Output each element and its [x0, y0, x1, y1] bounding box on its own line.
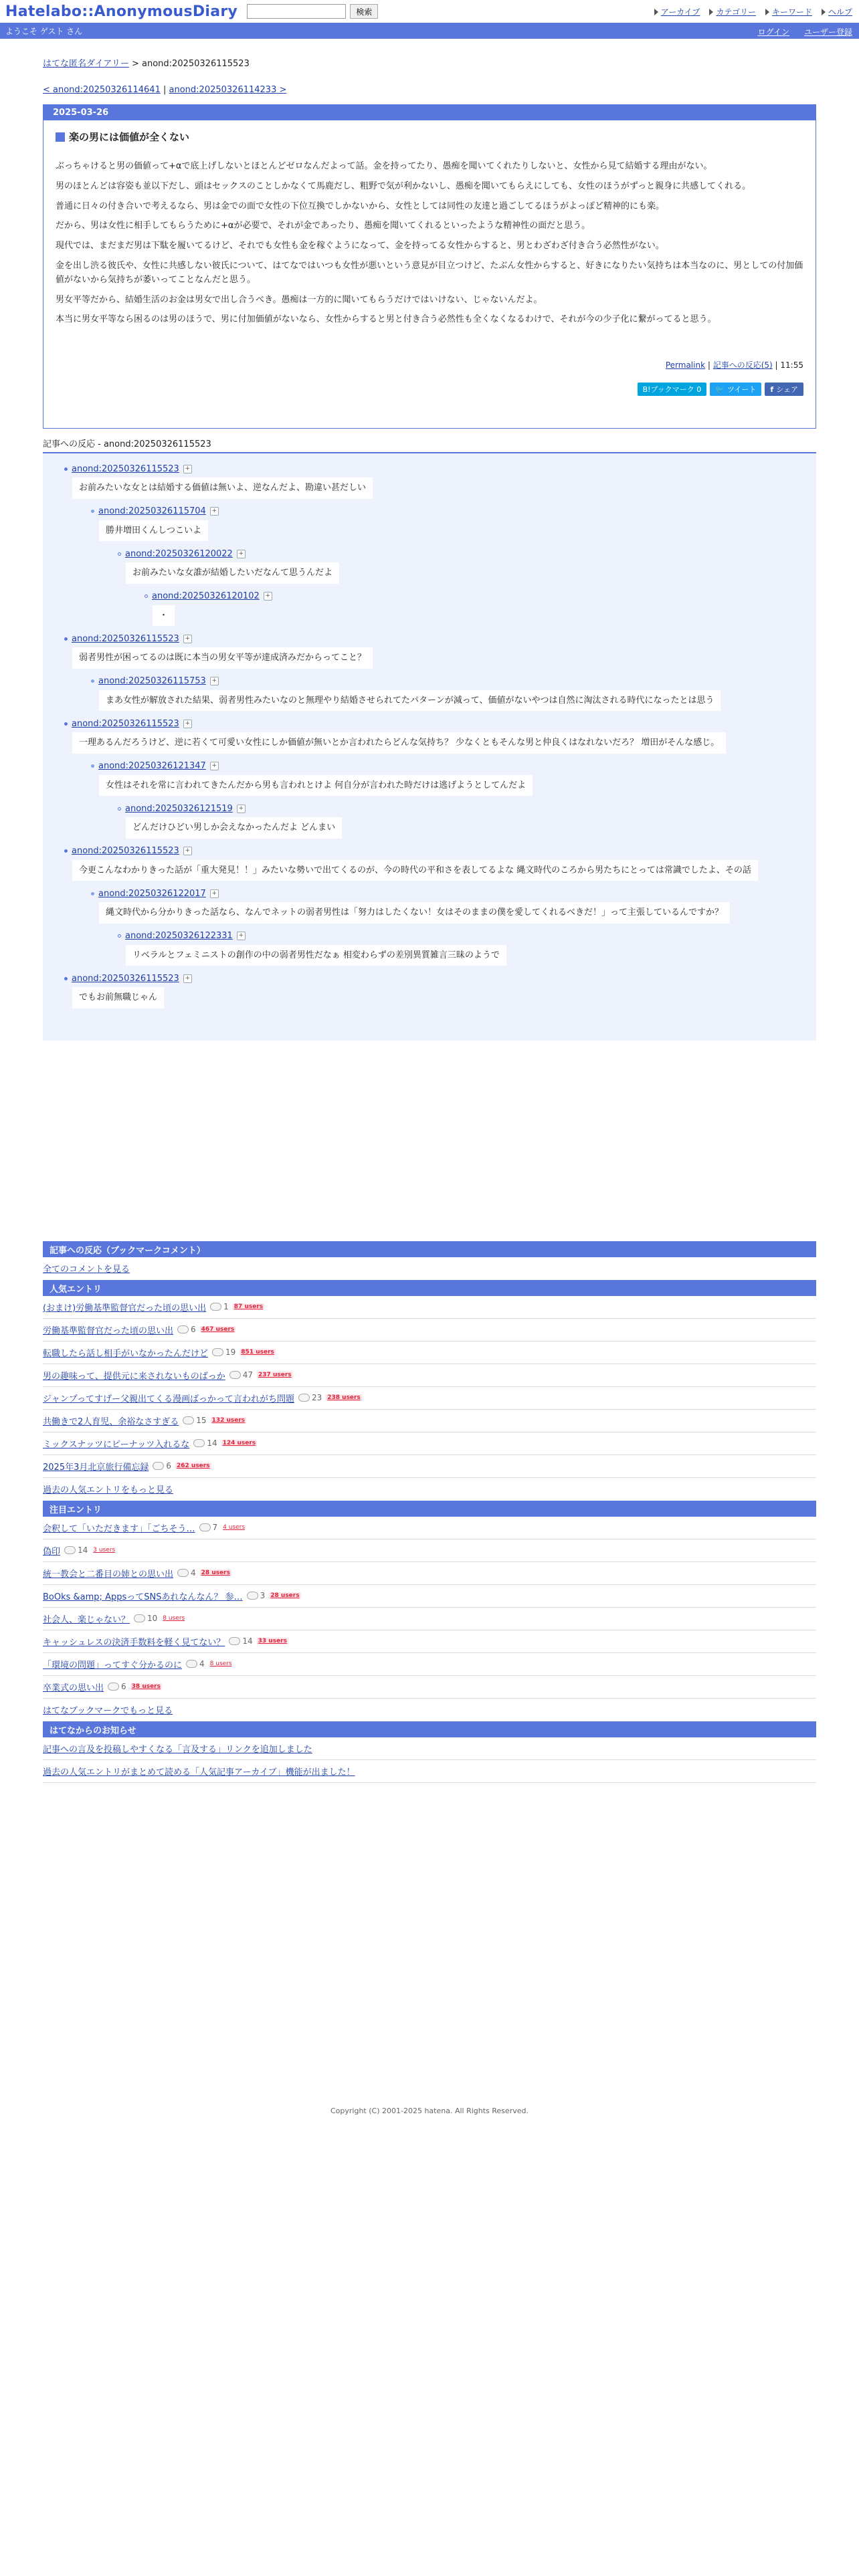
entry-paragraph: 金を出し渋る彼氏や、女性に共感しない彼氏について、はてなではいつも女性が悪いという意見が目立つけど、たぶん女性からすると、好きになりたい気持ちは本当なのに、男としての付加価値がないから気持ちが萎いってことなんだと思う。	[56, 260, 803, 285]
comment-bubble-icon	[186, 1660, 197, 1668]
top-nav	[654, 6, 852, 17]
reaction-text: お前みたいな女とは結婚する価値は無いよ、逆なんだよ、勘違い甚だしい	[72, 477, 373, 499]
entry-link[interactable]: 統一教会と二番目の姉との思い出	[43, 1569, 174, 1580]
reaction-head	[64, 844, 816, 859]
entry-row	[43, 1585, 816, 1608]
share-buttons	[56, 383, 803, 396]
comment-count-value: 23	[311, 1393, 322, 1402]
comment-count-value: 47	[242, 1370, 254, 1380]
entry-link[interactable]: 転職したら話し相手がいなかったんだけど	[43, 1348, 209, 1359]
popular-entries-header: 人気エントリ	[43, 1280, 816, 1296]
users-badge[interactable]: 262 users	[177, 1463, 210, 1469]
comment-count	[212, 1348, 235, 1357]
reaction-head	[91, 759, 816, 774]
nav-keyword-link[interactable]: キーワード	[771, 7, 812, 17]
reaction-text: 勝井増田くんしつこいよ	[99, 520, 208, 542]
footer-copyright: Copyright (C) 2001-2025 hatena. All Rights Reserved.	[330, 2107, 529, 2115]
reaction-link[interactable]: anond:20250326122017	[98, 888, 206, 899]
comment-count	[177, 1325, 196, 1334]
bullet-icon	[64, 977, 68, 980]
users-badge[interactable]: 8 users	[163, 1615, 185, 1622]
nav-item-archive[interactable]	[654, 6, 700, 17]
nav-archive-link[interactable]: アーカイブ	[660, 7, 700, 17]
reaction-node	[43, 716, 816, 759]
all-comments-link[interactable]: 全てのコメントを見る	[43, 1265, 130, 1275]
welcome-bar	[0, 23, 859, 39]
reaction-text: どんだけひどい男しか会えなかったんだよ どんまい	[126, 817, 342, 839]
comment-count	[193, 1438, 217, 1448]
comment-count-value: 7	[212, 1523, 218, 1532]
reaction-node	[43, 461, 816, 504]
entry-paragraph: 現代では、まだまだ男は下駄を履いてるけど、それでも女性も金を稼ぐようになって、金を持ってる女性からすると、男とわざわざ付き合う必然性がない。	[56, 241, 664, 251]
entry-title-text[interactable]: 楽の男には価値が全くない	[69, 131, 190, 143]
bullet-icon	[145, 595, 148, 598]
entry-row	[43, 1387, 816, 1410]
entry-link[interactable]: キャッシュレスの決済手数料を軽く見てない？	[43, 1637, 225, 1648]
breadcrumb-separator: >	[128, 59, 142, 69]
users-badge[interactable]: 33 users	[258, 1638, 287, 1644]
search-input[interactable]	[247, 4, 346, 19]
comment-count	[64, 1545, 88, 1555]
reaction-head	[145, 589, 816, 604]
breadcrumb-home-link[interactable]: はてな匿名ダイアリー	[43, 59, 129, 69]
reaction-link[interactable]: anond:20250326115523	[72, 846, 179, 856]
reaction-node	[43, 929, 816, 972]
breadcrumb-current: anond:20250326115523	[142, 59, 250, 69]
popular-more-link[interactable]: 過去の人気エントリをもっと見る	[43, 1485, 174, 1495]
comment-bubble-icon	[199, 1523, 211, 1531]
entry-title	[56, 130, 803, 144]
notable-entries-header: 注目エントリ	[43, 1501, 816, 1517]
comment-count	[183, 1416, 206, 1425]
triangle-right-icon	[654, 9, 658, 15]
comment-count	[247, 1591, 266, 1600]
comment-count	[186, 1659, 205, 1669]
reaction-head	[91, 674, 816, 689]
entry-row	[43, 1296, 816, 1319]
facebook-share-button[interactable]	[765, 383, 803, 396]
popular-more-row	[43, 1478, 816, 1501]
entry-row	[43, 1676, 816, 1699]
reaction-link[interactable]: anond:20250326120022	[125, 548, 233, 559]
reaction-head	[64, 461, 816, 476]
expand-icon[interactable]: +	[183, 847, 192, 855]
bookmark-comments-header: 記事への反応（ブックマークコメント）	[43, 1241, 816, 1257]
users-badge[interactable]: 124 users	[222, 1440, 256, 1446]
expand-icon[interactable]: +	[210, 889, 219, 898]
entry-link[interactable]: ミックスナッツにピーナッツ入れるな	[43, 1439, 190, 1450]
entry-text	[56, 160, 803, 327]
entry-paragraph: 本当に男女平等なら困るのは男のほうで、男に付加価値がないなら、女性からすると男と付き合う必然性も全くなくなるわけで、それが今の少子化に繋がってると思う。	[56, 314, 717, 325]
breadcrumb	[43, 56, 859, 69]
nav-item-keyword[interactable]	[765, 6, 812, 17]
entry-pager	[43, 85, 859, 95]
comment-count-value: 3	[260, 1591, 266, 1600]
bullet-icon	[118, 552, 121, 556]
login-link[interactable]: ログイン	[757, 27, 789, 37]
reaction-link[interactable]: anond:20250326115523	[72, 973, 179, 984]
reaction-link[interactable]: anond:20250326122331	[125, 931, 233, 941]
reaction-head	[64, 716, 816, 731]
entry-row	[43, 1653, 816, 1676]
reaction-head	[91, 886, 816, 901]
users-badge[interactable]: 237 users	[258, 1372, 292, 1378]
bullet-icon	[64, 849, 68, 853]
comment-count-value: 14	[207, 1438, 217, 1448]
entry-link[interactable]: 社会人、楽じゃない？	[43, 1614, 130, 1625]
expand-icon[interactable]: +	[183, 720, 192, 728]
reaction-node	[43, 801, 816, 844]
reaction-text: リベラルとフェミニストの創作の中の弱者男性だなぁ 相変わらずの差別異質雑言三昧のようで	[126, 945, 506, 966]
bullet-icon	[118, 807, 121, 811]
reaction-head	[118, 929, 816, 944]
main-content	[43, 39, 859, 1783]
expand-icon[interactable]: +	[210, 677, 219, 685]
bullet-icon	[91, 892, 94, 895]
entry-link[interactable]: BoOks &amp; AppsってSNSあれなんなん？ 参…	[43, 1592, 243, 1602]
triangle-right-icon	[822, 9, 826, 15]
reaction-text: 弱者男性が困ってるのは既に本当の男女平等が達成済みだからってこと？	[72, 647, 373, 669]
comment-count	[229, 1636, 252, 1646]
users-badge[interactable]: 851 users	[241, 1349, 274, 1356]
comment-count-value: 6	[166, 1461, 171, 1471]
expand-icon[interactable]: +	[237, 550, 246, 558]
news-item	[43, 1760, 816, 1783]
notable-entries-list	[43, 1517, 859, 1699]
entry-link[interactable]: 偽印	[43, 1546, 61, 1557]
news-header: はてなからのお知らせ	[43, 1721, 816, 1737]
reaction-head	[118, 546, 816, 561]
reaction-text: 今更こんなわかりきった話が「重大発見！！」みたいな勢いで出てくるのが、今の時代の平和さを表してるよな 縄文時代のころから男たちにとっては常識でしたよ、その話	[72, 860, 758, 881]
reaction-head	[64, 971, 816, 986]
entry-row	[43, 1608, 816, 1630]
entry-link[interactable]: 2025年3月北京旅行備忘録	[43, 1462, 149, 1473]
nav-category-link[interactable]: カテゴリー	[716, 7, 756, 17]
comment-bubble-icon	[108, 1683, 119, 1691]
nav-item-help[interactable]	[822, 6, 852, 17]
users-badge[interactable]: 132 users	[211, 1417, 246, 1424]
users-badge[interactable]: 238 users	[327, 1394, 361, 1401]
news-link[interactable]: 記事への言及を投稿しやすくなる「言及する」リンクを追加しました	[43, 1744, 312, 1755]
all-comments-row	[43, 1257, 816, 1280]
comment-bubble-icon	[229, 1637, 240, 1645]
comment-count	[210, 1302, 229, 1311]
comment-count-value: 19	[225, 1348, 236, 1357]
reaction-link[interactable]: anond:20250326115753	[98, 676, 206, 686]
nav-item-category[interactable]	[709, 6, 756, 17]
comment-count	[229, 1370, 253, 1380]
entry-meta	[56, 359, 803, 370]
facebook-icon: f	[770, 385, 774, 394]
bullet-icon	[91, 679, 94, 683]
expand-icon[interactable]: +	[183, 465, 192, 473]
reaction-node	[43, 971, 816, 1014]
reaction-text: お前みたいな女誰が結婚したいだなんて思うんだよ	[126, 562, 339, 584]
comment-count	[153, 1461, 171, 1471]
comment-bubble-icon	[64, 1546, 76, 1554]
account-links	[758, 26, 852, 37]
reaction-head	[91, 504, 816, 519]
reaction-text: まあ女性が解放された結果、弱者男性みたいなのと無理やり結婚させられてたパターンが減って、価値がないやつは自然に淘汰される時代になったとは思う	[99, 690, 721, 712]
comment-bubble-icon	[134, 1614, 145, 1622]
expand-icon[interactable]: +	[237, 932, 246, 940]
reaction-node	[43, 674, 816, 717]
reactions-link[interactable]: 記事への反応(5)	[712, 360, 773, 370]
comment-count-value: 14	[78, 1545, 88, 1555]
entry-date: 2025-03-26	[43, 104, 816, 120]
entry-link[interactable]: ジャンプってすげー父親出てくる漫画ばっかって言われがち問題	[43, 1394, 294, 1404]
entry-row	[43, 1432, 816, 1455]
entry-link[interactable]: 卒業式の思い出	[43, 1683, 104, 1693]
bullet-icon	[64, 467, 68, 471]
bullet-icon	[91, 764, 94, 768]
reaction-text: 一理あるんだろうけど、逆に若くて可愛い女性にしか価値が無いとか言われたらどんな気持ち？ 少なくともそんな男と仲良くはなれないだろ？ 増田がそんな感じ。	[72, 732, 726, 754]
users-badge[interactable]: 87 users	[233, 1303, 264, 1310]
expand-icon[interactable]: +	[264, 592, 272, 601]
reaction-link[interactable]: anond:20250326120102	[152, 591, 260, 601]
reaction-head	[118, 801, 816, 816]
entry-paragraph: ぶっちゃけると男の価値って+αで底上げしないとほとんどゼロなんだよって話。金を持ってたり、愚痴を聞いてくれたりしないと、女性から見て結婚する理由がない。	[56, 161, 712, 171]
users-badge[interactable]: 28 users	[201, 1570, 230, 1576]
search-button[interactable]: 検索	[350, 4, 378, 19]
pager-separator: |	[160, 85, 169, 95]
expand-icon[interactable]: +	[183, 635, 192, 643]
entry-link[interactable]: (おまけ)労働基準監督官だった頃の思い出	[43, 1303, 207, 1313]
entry-row	[43, 1630, 816, 1653]
entry-row	[43, 1539, 816, 1562]
meta-separator: |	[775, 360, 781, 370]
comment-bubble-icon	[183, 1416, 194, 1424]
entry-time: 11:55	[780, 360, 803, 370]
reaction-node	[43, 844, 816, 887]
register-link[interactable]: ユーザー登録	[803, 27, 852, 37]
comment-count-value: 4	[199, 1659, 205, 1669]
hatena-bookmark-button[interactable]: B!ブックマーク 0	[638, 383, 707, 396]
comment-count-value: 10	[147, 1614, 158, 1623]
top-bar	[0, 0, 859, 23]
reaction-link[interactable]: anond:20250326115704	[98, 506, 206, 516]
entry-row	[43, 1341, 816, 1364]
entry-paragraph: だから、男は女性に相手してもらうために+αが必要で、それが金であったり、愚痴を聞いてくれるといったような精神性の面だと思う。	[56, 221, 591, 231]
comment-bubble-icon	[177, 1569, 189, 1577]
comment-count	[199, 1523, 218, 1532]
comment-count	[134, 1614, 157, 1623]
comment-count-value: 6	[121, 1682, 126, 1691]
entry-paragraph: 男のほとんどは容姿も並以下だし、頭はセックスのことしかなくて馬鹿だし、粗野で気が利かないし、愚痴を聞いてもらえにしても、女性のほうがずっと親身に共感してくれる。	[56, 181, 751, 191]
news-link[interactable]: 過去の人気エントリがまとめて読める「人気記事アーカイブ」機能が出ました！	[43, 1767, 355, 1778]
comment-bubble-icon	[247, 1592, 258, 1600]
comment-count	[177, 1568, 196, 1578]
comment-count-value: 4	[191, 1568, 196, 1578]
entry-link[interactable]: 労働基準監督官だった頃の思い出	[43, 1325, 174, 1336]
reaction-text: でもお前無職じゃん	[72, 987, 164, 1008]
entry-body	[43, 120, 816, 428]
reaction-link[interactable]: anond:20250326115523	[72, 633, 179, 644]
reaction-node	[43, 504, 816, 547]
square-icon	[56, 132, 65, 142]
nav-help-link[interactable]: ヘルプ	[828, 7, 852, 17]
users-badge[interactable]: 3 users	[93, 1547, 116, 1553]
diary-entry	[43, 104, 816, 429]
bullet-icon	[64, 637, 68, 641]
users-badge[interactable]: 38 users	[131, 1683, 161, 1690]
notable-more-link[interactable]: はてなブックマークでもっと見る	[43, 1706, 173, 1716]
users-badge[interactable]: 28 users	[270, 1592, 300, 1599]
entry-paragraph: 普通に日々の付き合いで考えるなら、男は金での面で女性の下位互換でしかないから、女性としては同性の友達と過ごしてるほうがよっぽど精神的にも楽。	[56, 201, 665, 211]
reaction-link[interactable]: anond:20250326121347	[98, 761, 206, 771]
news-item	[43, 1737, 816, 1760]
entry-link[interactable]: 共働きで2人育児、余裕なさすぎる	[43, 1416, 179, 1427]
comment-bubble-icon	[177, 1325, 189, 1333]
comment-bubble-icon	[153, 1462, 164, 1470]
entry-row	[43, 1319, 816, 1341]
reaction-text: 女性はそれを常に言われてきたんだから男も言われとけよ 何自分が言われた時だけは逃げようとしてんだよ	[99, 775, 533, 796]
reaction-text: ・	[153, 605, 175, 627]
entry-link[interactable]: 会釈して「いただきます」「ごちそう…	[43, 1523, 195, 1534]
users-badge[interactable]: 8 users	[209, 1660, 232, 1667]
comment-bubble-icon	[229, 1371, 241, 1379]
reaction-link[interactable]: anond:20250326115523	[72, 463, 179, 474]
tweet-label: ツイート	[727, 385, 757, 395]
comment-bubble-icon	[210, 1303, 221, 1311]
share-label: シェア	[776, 385, 798, 395]
comment-count-value: 14	[242, 1636, 253, 1646]
entry-link[interactable]: 男の趣味って、提供元に来されないものばっか	[43, 1371, 225, 1382]
bullet-icon	[64, 722, 68, 726]
reactions-header: 記事への反応 - anond:20250326115523	[43, 435, 816, 453]
entry-paragraph: 男女平等だから、結婚生活のお金は男女で出し合うべき。愚痴は一方的に聞いてもらうだけではいけない、じゃないんだよ。	[56, 294, 543, 305]
popular-entries-list	[43, 1296, 859, 1478]
comment-count-value: 15	[196, 1416, 207, 1425]
entry-row	[43, 1562, 816, 1585]
expand-icon[interactable]: +	[210, 762, 219, 770]
entry-row	[43, 1517, 816, 1539]
comment-count	[298, 1393, 322, 1402]
expand-icon[interactable]: +	[183, 974, 192, 983]
notable-more-row	[43, 1699, 816, 1721]
reaction-node	[43, 886, 816, 929]
comment-bubble-icon	[212, 1348, 223, 1356]
site-logo[interactable]: Hatelabo::AnonymousDiary	[5, 3, 238, 20]
reaction-head	[64, 631, 816, 646]
tweet-button[interactable]	[710, 383, 761, 396]
meta-separator: |	[707, 360, 713, 370]
expand-icon[interactable]: +	[210, 507, 219, 516]
entry-link[interactable]: 「環境の問題」ってすぐ分かるのに	[43, 1660, 183, 1671]
permalink[interactable]: Permalink	[665, 360, 706, 370]
reaction-link[interactable]: anond:20250326121519	[125, 803, 233, 814]
entry-row	[43, 1410, 816, 1432]
reaction-node	[43, 589, 816, 632]
reaction-node	[43, 631, 816, 674]
comment-bubble-icon	[298, 1394, 310, 1402]
reaction-text: 縄文時代から分かりきった話なら、なんでネットの弱者男性は「努力はしたくない！女はそのままの僕を愛してくれるべきだ！」って主張しているんですか？	[99, 902, 730, 924]
comment-count	[108, 1682, 126, 1691]
triangle-right-icon	[709, 9, 713, 15]
expand-icon[interactable]: +	[237, 804, 246, 813]
prev-entry-link[interactable]: < anond:20250326114641	[43, 85, 161, 95]
reaction-link[interactable]: anond:20250326115523	[72, 718, 179, 729]
users-badge[interactable]: 4 users	[223, 1524, 246, 1531]
bullet-icon	[118, 934, 121, 938]
comment-count-value: 1	[223, 1302, 229, 1311]
reaction-node	[43, 759, 816, 802]
entry-row	[43, 1455, 816, 1478]
triangle-right-icon	[765, 9, 769, 15]
next-entry-link[interactable]: anond:20250326114233 >	[169, 85, 287, 95]
comment-bubble-icon	[193, 1439, 205, 1447]
users-badge[interactable]: 467 users	[201, 1326, 235, 1333]
comment-count-value: 6	[191, 1325, 196, 1334]
twitter-icon: 🐦	[715, 385, 725, 394]
spacer	[43, 1041, 859, 1241]
reaction-node	[43, 546, 816, 589]
entry-row	[43, 1364, 816, 1387]
welcome-text: ようこそ ゲスト さん	[5, 26, 83, 36]
reaction-tree	[43, 453, 816, 1041]
bullet-icon	[91, 510, 94, 513]
